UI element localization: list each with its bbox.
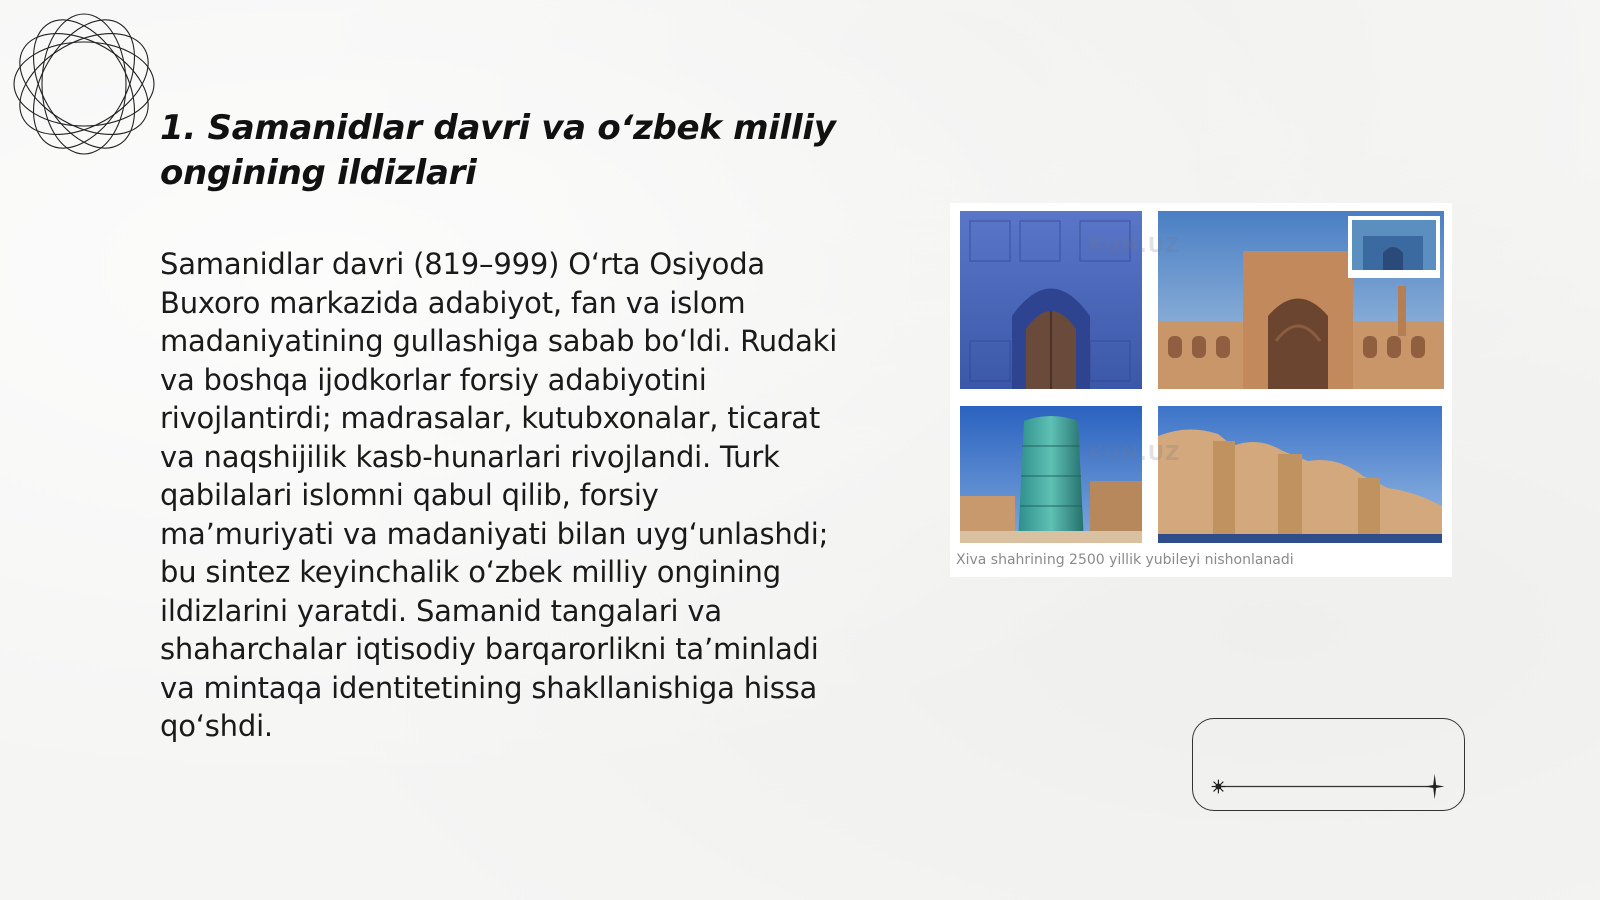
minaret-photo [960, 406, 1142, 543]
slide-body-text: Samanidlar davri (819–999) O‘rta Osiyoda Buxoro markazida adabiyot, fan va islom madaniyatining gullashiga sabab bo‘ldi. Rudaki va boshqa ijodkorlar forsiy adabiyotini rivojlantirdi; madrasalar, kutubxonalar, ticarat va naqshijilik kasb-hunarlari rivojlandi. Turk qabilalari islomni qabul qilib, forsiy ma’muriyati va madaniyati bilan uyg‘unlashdi; bu sintez keyinchalik o‘zbek milliy ongining ildizlarini yaratdi. Samanid tangalari va shaharchalar iqtisodiy barqarorlikni ta’minladi va mintaqa identitetining shakllanishiga hissa qo‘shdi. [160, 247, 838, 743]
collage-caption: Xiva shahrining 2500 yillik yubileyi nishonlanadi [956, 552, 1294, 568]
rosette-ornament-icon [10, 10, 158, 158]
photo-collage [950, 203, 1452, 577]
decorative-frame [1192, 718, 1465, 811]
watermark-text: KUN.UZ [1088, 233, 1181, 257]
slide-title: 1. Samanidlar davri va o‘zbek milliy ongining ildizlari [160, 108, 836, 193]
madrasa-facade-photo [1158, 211, 1444, 389]
fortress-wall-photo [1158, 406, 1442, 543]
sparkle-star-icon [1212, 780, 1226, 794]
cross-star-icon [1425, 774, 1445, 799]
watermark-text: KUN.UZ [1088, 441, 1181, 465]
